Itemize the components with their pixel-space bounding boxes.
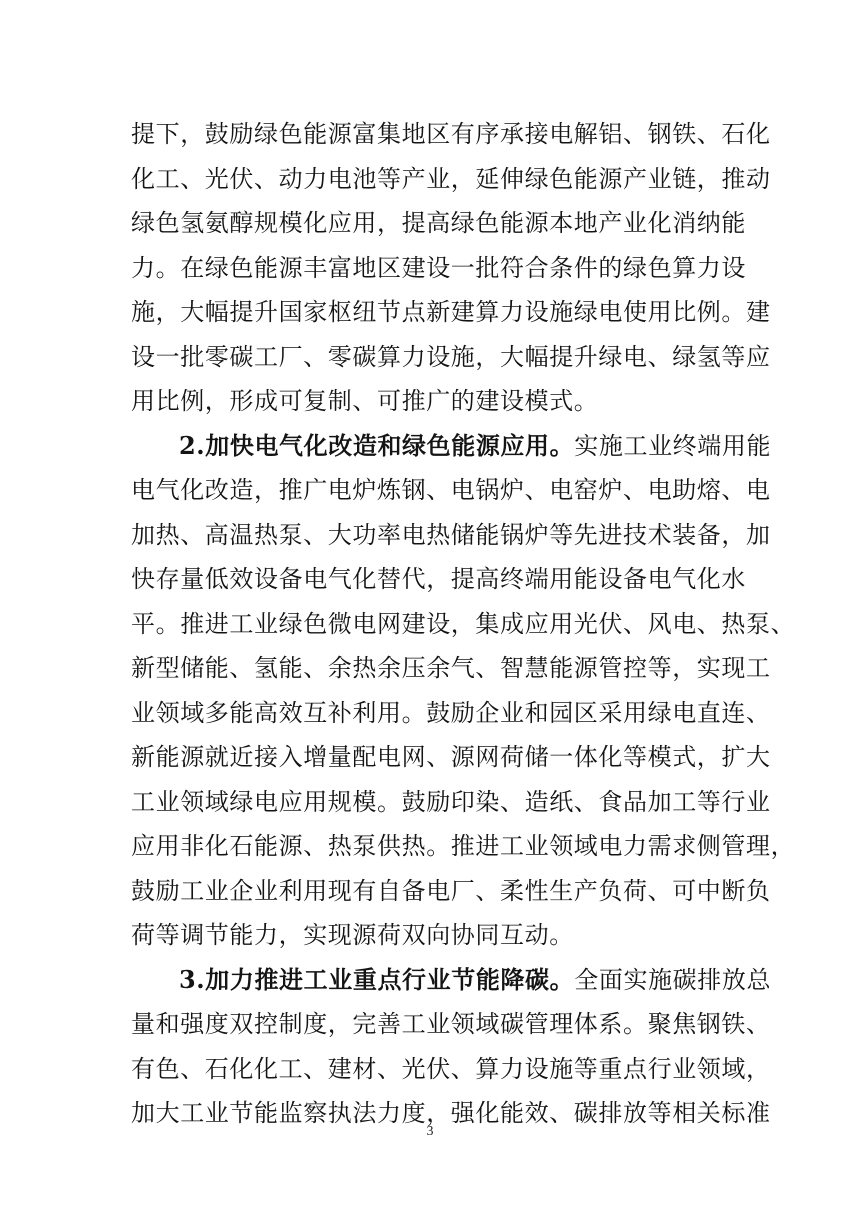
body-text [131, 112, 796, 1136]
text-line: 提下，鼓励绿色能源富集地区有序承接电解铝、钢铁、石化 [131, 120, 771, 148]
text-line: 电气化改造，推广电炉炼钢、电锅炉、电窑炉、电助熔、电 [131, 476, 771, 504]
section-heading-line [131, 424, 772, 469]
text-line: 用比例，形成可复制、可推广的建设模式。 [131, 387, 599, 415]
text-line: 加热、高温热泵、大功率电热储能锅炉等先进技术装备，加 [131, 520, 771, 549]
text-line: 工业领域绿电应用规模。鼓励印染、造纸、食品加工等行业 [131, 787, 771, 816]
page-number: 3 [426, 1124, 434, 1139]
section-heading: 3.加力推进工业重点行业节能降碳。 [179, 964, 575, 994]
text-line: 设一批零碳工厂、零碳算力设施，大幅提升绿电、绿氢等应 [131, 342, 771, 371]
text-line: 业领域多能高效互补利用。鼓励企业和园区采用绿电直连、 [131, 698, 771, 727]
text-line: 加大工业节能监察执法力度，强化能效、碳排放等相关标准 [131, 1099, 771, 1127]
text-line: 快存量低效设备电气化替代，提高终端用能设备电气化水 [131, 565, 746, 593]
text-line: 施，大幅提升国家枢纽节点新建算力设施绿电使用比例。建 [131, 298, 771, 326]
section-text: 实施工业终端用能 [574, 431, 772, 460]
text-line: 应用非化石能源、热泵供热。推进工业领域电力需求侧管理， [131, 832, 796, 860]
text-line: 新型储能、氢能、余热余压余气、智慧能源管控等，实现工 [131, 654, 771, 682]
section-heading-line [131, 958, 772, 1003]
section-heading: 2.加快电气化改造和绿色能源应用。 [179, 430, 575, 460]
text-line: 新能源就近接入增量配电网、源网荷储一体化等模式，扩大 [131, 743, 771, 771]
section-text: 全面实施碳排放总 [574, 965, 772, 994]
text-line: 荷等调节能力，实现源荷双向协同互动。 [131, 921, 574, 949]
text-line: 化工、光伏、动力电池等产业，延伸绿色能源产业链，推动 [131, 164, 771, 193]
text-line: 平。推进工业绿色微电网建设，集成应用光伏、风电、热泵、 [131, 609, 796, 638]
text-line: 鼓励工业企业利用现有自备电厂、柔性生产负荷、可中断负 [131, 876, 771, 905]
text-line: 有色、石化化工、建材、光伏、算力设施等重点行业领域， [131, 1054, 771, 1083]
text-line: 量和强度双控制度，完善工业领域碳管理体系。聚焦钢铁、 [131, 1010, 771, 1038]
text-line: 力。在绿色能源丰富地区建设一批符合条件的绿色算力设 [131, 253, 746, 282]
text-line: 绿色氢氨醇规模化应用，提高绿色能源本地产业化消纳能 [131, 209, 746, 237]
